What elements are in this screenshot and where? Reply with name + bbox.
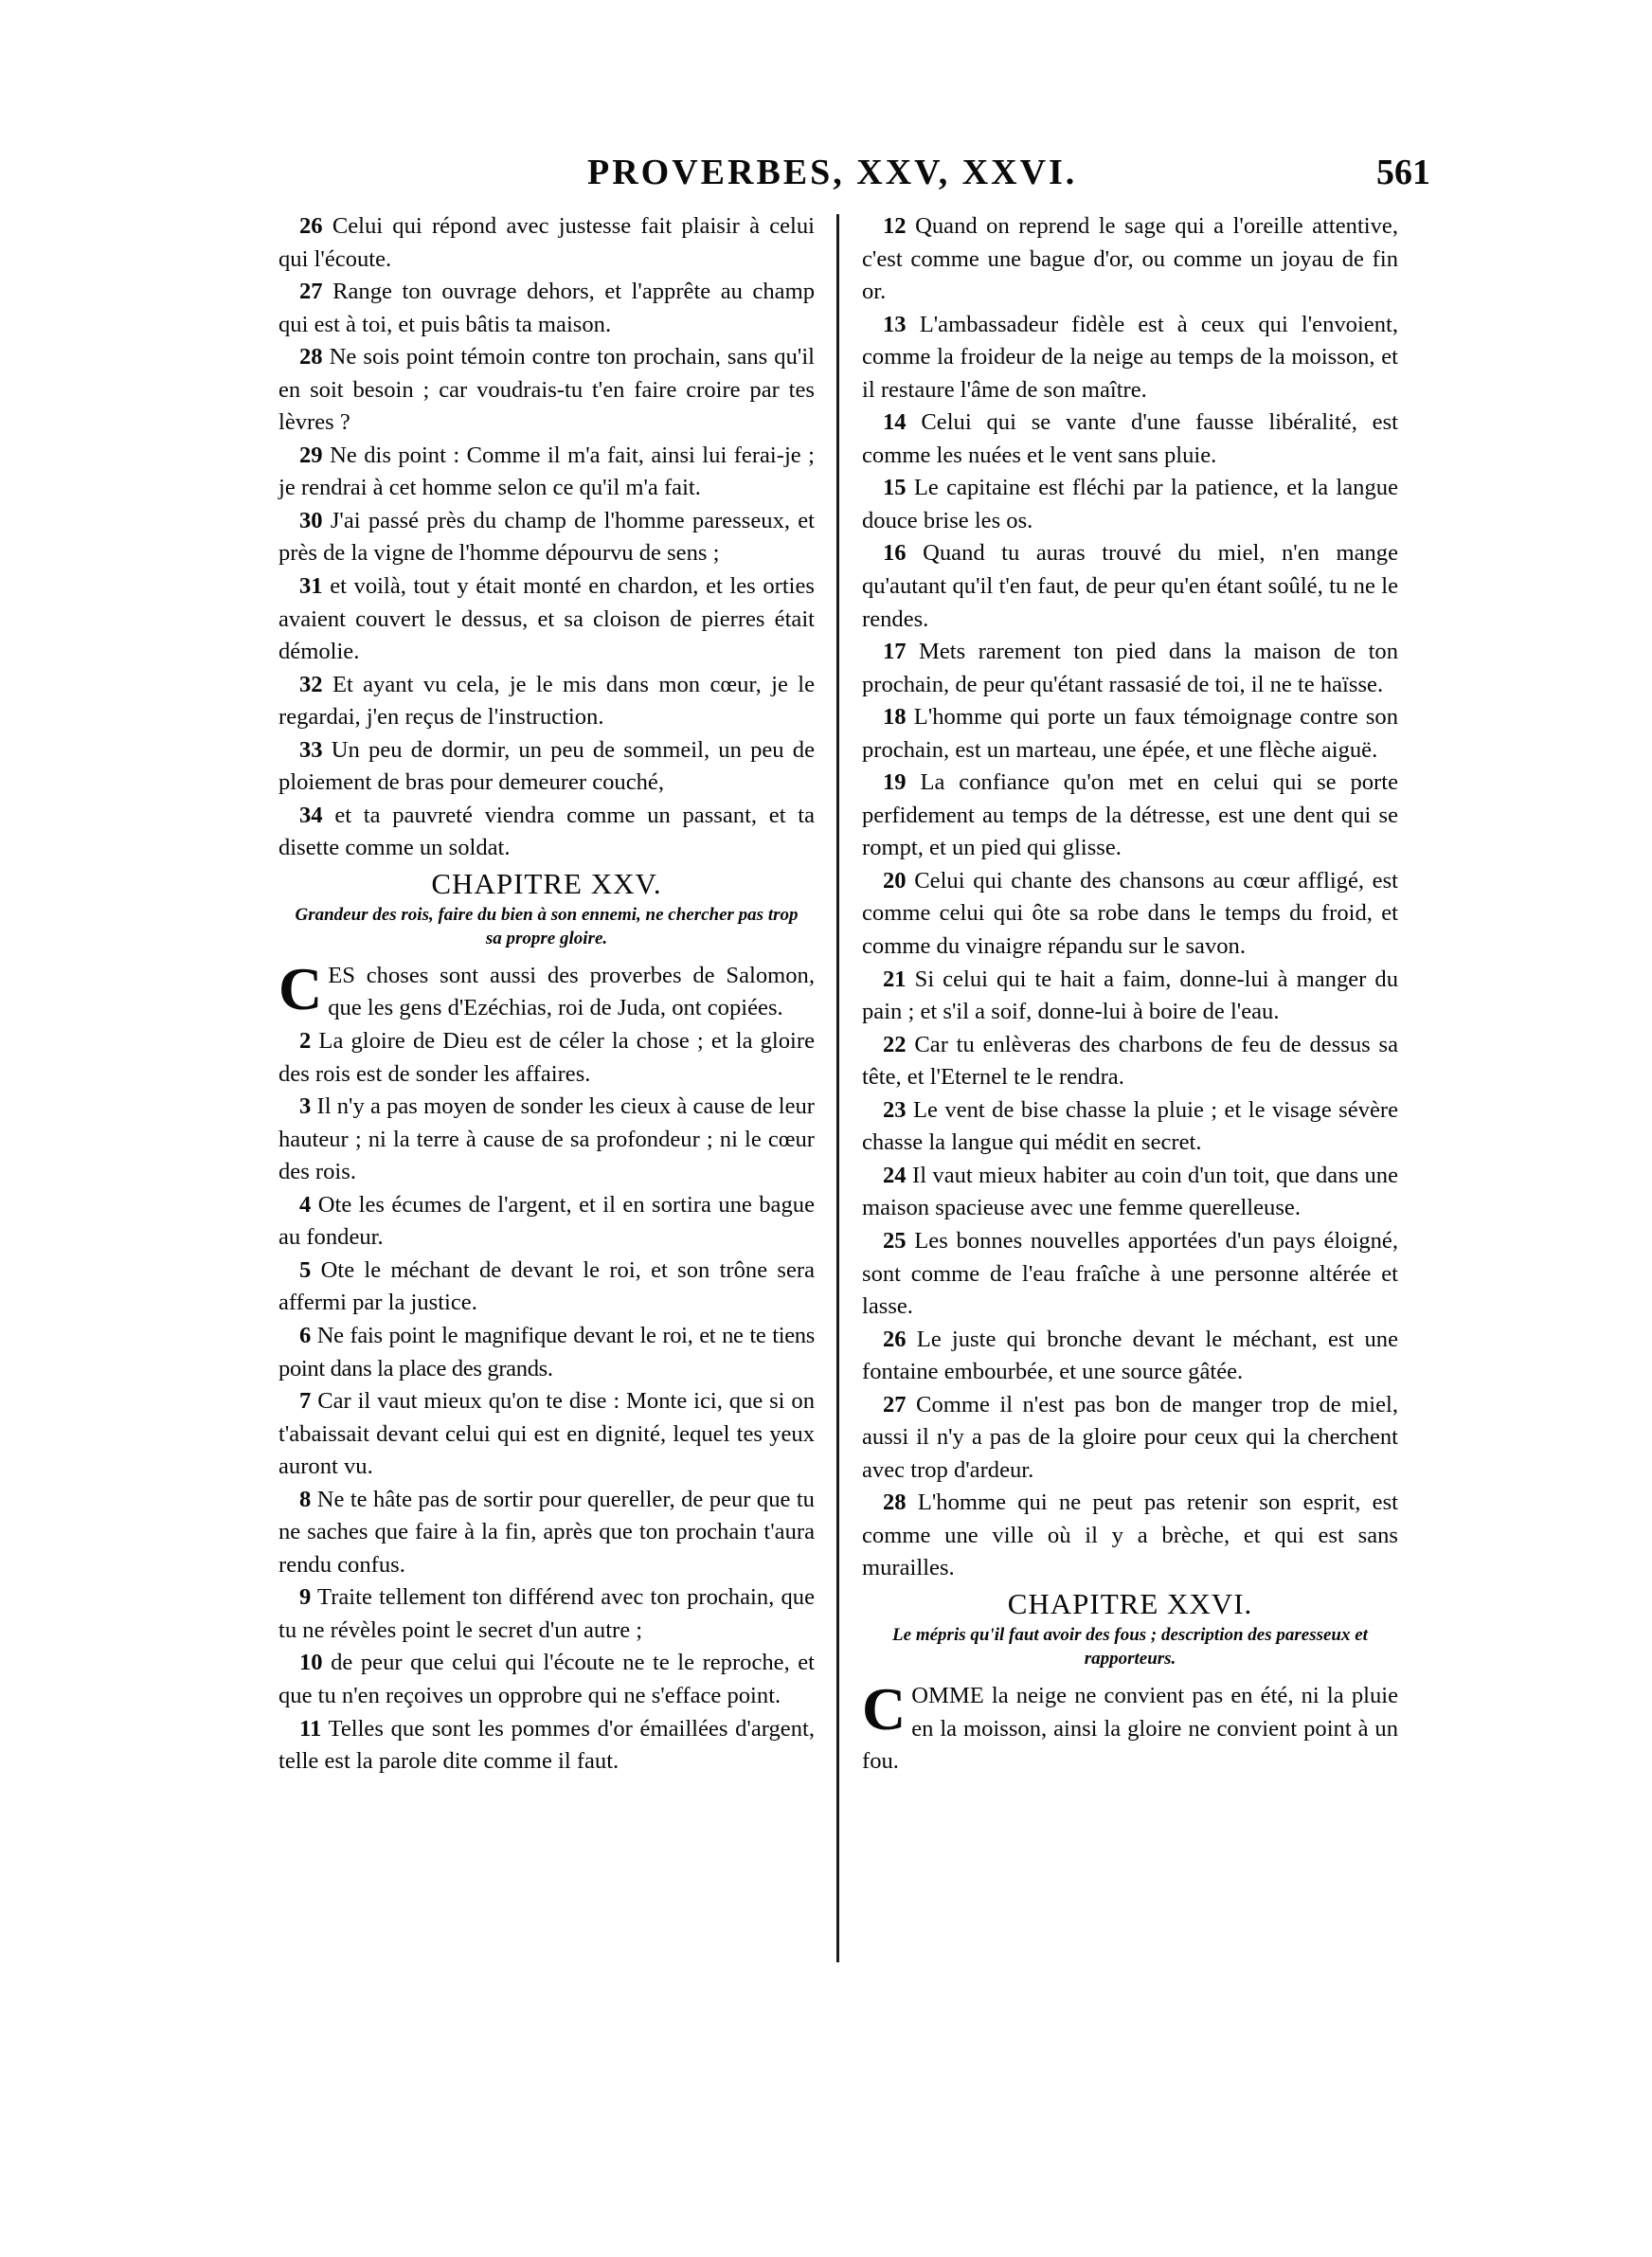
verse-number: 13: [883, 311, 907, 337]
verse: [862, 1094, 1398, 1160]
verse-number: 31: [299, 573, 323, 600]
verse-text: Quand tu auras trouvé du miel, n'en mange qu'autant qu'il t'en faut, de peur qu'en étant soûlé, tu ne le rendes.: [862, 540, 1399, 632]
verse-text: Celui qui se vante d'une fausse libéralité, est comme les nuées et le vent sans pluie.: [862, 409, 1398, 468]
verse-text: Un peu de dormir, un peu de sommeil, un peu de ploiement de bras pour demeurer couché,: [278, 736, 815, 796]
verse-number: 9: [299, 1584, 312, 1611]
right-column: [862, 210, 1398, 1779]
page-header: [275, 152, 1430, 199]
verse-number: 22: [883, 1031, 907, 1057]
verse: [862, 1487, 1398, 1585]
verse-text: Ne sois point témoin contre ton prochain, sans qu'il en soit besoin ; car voudrais-tu t'en faire croire par tes lèvres ?: [278, 344, 816, 436]
verse-number: 20: [883, 867, 907, 894]
verse-text: Mets rarement ton pied dans la maison de ton prochain, de peur qu'étant rassasié de toi, il ne te haïsse.: [862, 639, 1399, 697]
verse: [862, 1225, 1398, 1324]
verse-text: Si celui qui te hait a faim, donne-lui à manger du pain ; et s'il a soif, donne-lui à boire de l'eau.: [862, 966, 1398, 1025]
verse: [862, 1029, 1398, 1094]
drop-cap: C: [862, 1674, 907, 1742]
column-divider: [836, 214, 839, 1962]
verse: [862, 537, 1398, 636]
verse: [862, 1160, 1398, 1225]
verse-number: 18: [883, 704, 907, 731]
verse-number: 6: [299, 1322, 311, 1348]
verse-number: 28: [883, 1490, 907, 1516]
verse-text: Les bonnes nouvelles apportées d'un pays éloigné, sont comme de l'eau fraîche à une personne altérée et lasse.: [862, 1227, 1398, 1320]
verse-text: Ote les écumes de l'argent, et il en sortira une bague au fondeur.: [278, 1191, 815, 1251]
verse: [862, 1389, 1398, 1488]
verse-text: Telles que sont les pommes d'or émaillées d'argent, telle est la parole dite comme il faut.: [278, 1715, 815, 1775]
verse-number: 5: [299, 1256, 312, 1283]
verse: [862, 964, 1398, 1029]
verse-number: 8: [299, 1486, 312, 1512]
verse-text: J'ai passé près du champ de l'homme paresseux, et près de la vigne de l'homme dépourvu de sens ;: [278, 507, 815, 567]
verse-text: La confiance qu'on met en celui qui se porte perfidement au temps de la détresse, est une dent qui se rompt, et un pied qui glisse.: [862, 769, 1398, 861]
left-column: [278, 210, 815, 1779]
verse-text: Quand on reprend le sage qui a l'oreille attentive, c'est comme une bague d'or, ou comme un joyau de fin or.: [862, 213, 1398, 305]
verse-number: 2: [299, 1028, 312, 1055]
verse-number: 34: [299, 802, 323, 828]
opening-text: OMME la neige ne convient pas en été, ni la pluie en la moisson, ainsi la gloire ne convient point à un fou.: [862, 1682, 1398, 1775]
verse-text: Celui qui répond avec justesse fait plaisir à celui qui l'écoute.: [278, 213, 815, 272]
verse: [862, 406, 1398, 472]
verse-text: Le juste qui bronche devant le méchant, est une fontaine embourbée, et une source gâtée.: [862, 1326, 1398, 1385]
verse-text: L'homme qui ne peut pas retenir son esprit, est comme une ville où il y a brèche, et qui est sans murailles.: [862, 1490, 1398, 1581]
verse-number: 27: [883, 1391, 907, 1417]
chapter-summary: Le mépris qu'il faut avoir des fous ; description des paresseux et rapporteurs.: [892, 1624, 1368, 1669]
verse-number: 3: [299, 1093, 312, 1120]
verse-number: 4: [299, 1191, 312, 1218]
verse: [278, 1255, 815, 1320]
chapter-opening: [278, 954, 815, 1025]
verse: [278, 341, 815, 440]
verse-number: 24: [883, 1162, 907, 1188]
verse-number: 27: [299, 279, 323, 305]
verse-text: et ta pauvreté viendra comme un passant, et ta disette comme un soldat.: [278, 802, 815, 861]
verse: [278, 669, 815, 734]
verse-text: Il n'y a pas moyen de sonder les cieux à cause de leur hauteur ; ni la terre à cause de sa profondeur ; ni le cœur des rois.: [278, 1093, 815, 1185]
verse-text: Ne te hâte pas de sortir pour quereller, de peur que tu ne saches que faire à la fin, après que ton prochain t'aura rendu confus.: [278, 1486, 815, 1578]
verse-text: Ne fais point le magnifique devant le roi, et ne te tiens point dans la place des grands.: [278, 1322, 815, 1381]
verse-text: L'ambassadeur fidèle est à ceux qui l'envoient, comme la froideur de la neige au temps de la moisson, et il restaure l'âme de son maître.: [862, 311, 1398, 403]
verse-text: et voilà, tout y était monté en chardon, et les orties avaient couvert le dessus, et sa cloison de pierres était démolie.: [278, 573, 815, 665]
verse-number: 11: [299, 1715, 322, 1742]
verse-text: Car il vaut mieux qu'on te dise : Monte ici, que si on t'abaissait devant celui qui est en dignité, lequel tes yeux auront vu.: [278, 1388, 815, 1480]
verse: [278, 1091, 815, 1189]
verse-text: Celui qui chante des chansons au cœur affligé, est comme celui qui ôte sa robe dans le temps du froid, et comme du vinaigre répandu sur le savon.: [862, 867, 1398, 960]
verse-text: Ne dis point : Comme il m'a fait, ainsi lui ferai-je ; je rendrai à cet homme selon ce qu'il m'a fait.: [278, 442, 815, 501]
verse: [862, 767, 1398, 865]
verse-number: 29: [299, 442, 323, 468]
verse: [278, 1189, 815, 1255]
opening-text: ES choses sont aussi des proverbes de Salomon, que les gens d'Ezéchias, roi de Juda, ont copiées.: [328, 962, 815, 1021]
verse-text: de peur que celui qui l'écoute ne te le reproche, et que tu n'en reçoives un opprobre qui ne s'efface point.: [278, 1650, 815, 1708]
chapter-title: CHAPITRE XXVI.: [1007, 1586, 1253, 1620]
verse-number: 21: [883, 966, 907, 992]
verse: [278, 440, 815, 505]
verse: [862, 210, 1398, 309]
chapter-title: CHAPITRE XXV.: [431, 866, 662, 900]
verse-number: 26: [883, 1326, 907, 1352]
verse-number: 16: [883, 540, 907, 567]
verse: [278, 276, 815, 341]
verse: [862, 1324, 1398, 1389]
verse: [278, 210, 815, 276]
verse-text: Il vaut mieux habiter au coin d'un toit, que dans une maison spacieuse avec une femme querelleuse.: [862, 1162, 1398, 1221]
verse-number: 30: [299, 507, 323, 533]
verse-number: 23: [883, 1096, 907, 1123]
verse-text: Range ton ouvrage dehors, et l'apprête au champ qui est à toi, et puis bâtis ta maison.: [278, 279, 815, 337]
verse-text: Le vent de bise chasse la pluie ; et le visage sévère chasse la langue qui médit en secret.: [862, 1096, 1398, 1156]
verse: [278, 1484, 815, 1582]
page-number: 561: [1376, 153, 1430, 192]
verse: [278, 570, 815, 669]
verse-text: Le capitaine est fléchi par la patience, et la langue douce brise les os.: [862, 475, 1398, 533]
verse: [278, 734, 815, 800]
verse: [278, 1713, 815, 1779]
verse: [862, 309, 1398, 407]
verse-number: 32: [299, 671, 323, 697]
verse: [862, 865, 1398, 964]
verse-number: 19: [883, 769, 907, 796]
verse-text: La gloire de Dieu est de céler la chose ; et la gloire des rois est de sonder les affaires.: [278, 1028, 815, 1087]
verse-number: 33: [299, 736, 323, 763]
verse: [278, 800, 815, 865]
verse: [862, 636, 1398, 701]
verse: [862, 701, 1398, 767]
verse-number: 14: [883, 409, 907, 436]
verse: [278, 1320, 815, 1385]
verse-text: Ote le méchant de devant le roi, et son trône sera affermi par la justice.: [278, 1256, 815, 1316]
verse-number: 28: [299, 344, 323, 370]
verse: [278, 1025, 815, 1091]
verse-text: L'homme qui porte un faux témoignage contre son prochain, est un marteau, une épée, et une flèche aiguë.: [862, 704, 1398, 763]
verse-number: 26: [299, 213, 323, 239]
verse-text: Car tu enlèveras des charbons de feu de dessus sa tête, et l'Eternel te le rendra.: [862, 1031, 1398, 1091]
verse: [278, 1581, 815, 1647]
verse: [278, 1385, 815, 1484]
verse-number: 25: [883, 1227, 907, 1254]
verse-text: Et ayant vu cela, je le mis dans mon cœur, je le regardai, j'en reçus de l'instruction.: [278, 671, 815, 731]
verse-number: 15: [883, 475, 907, 501]
verse-number: 12: [883, 213, 907, 239]
running-title: PROVERBES, XXV, XXVI.: [587, 153, 1078, 192]
chapter-summary: Grandeur des rois, faire du bien à son ennemi, ne chercher pas trop sa propre gloire.: [295, 904, 799, 948]
verse-number: 7: [299, 1388, 312, 1415]
verse-text: Comme il n'est pas bon de manger trop de miel, aussi il n'y a pas de la gloire pour ceux qui la cherchent avec trop d'ardeur.: [862, 1391, 1398, 1483]
verse-number: 10: [299, 1650, 323, 1676]
verse: [278, 505, 815, 570]
verse: [862, 472, 1398, 537]
verse-text: Traite tellement ton différend avec ton prochain, que tu ne révèles point le secret d'un autre ;: [278, 1584, 815, 1643]
drop-cap: C: [278, 954, 323, 1022]
verse-number: 17: [883, 639, 907, 665]
verse: [278, 1647, 815, 1712]
chapter-opening: [862, 1674, 1398, 1779]
